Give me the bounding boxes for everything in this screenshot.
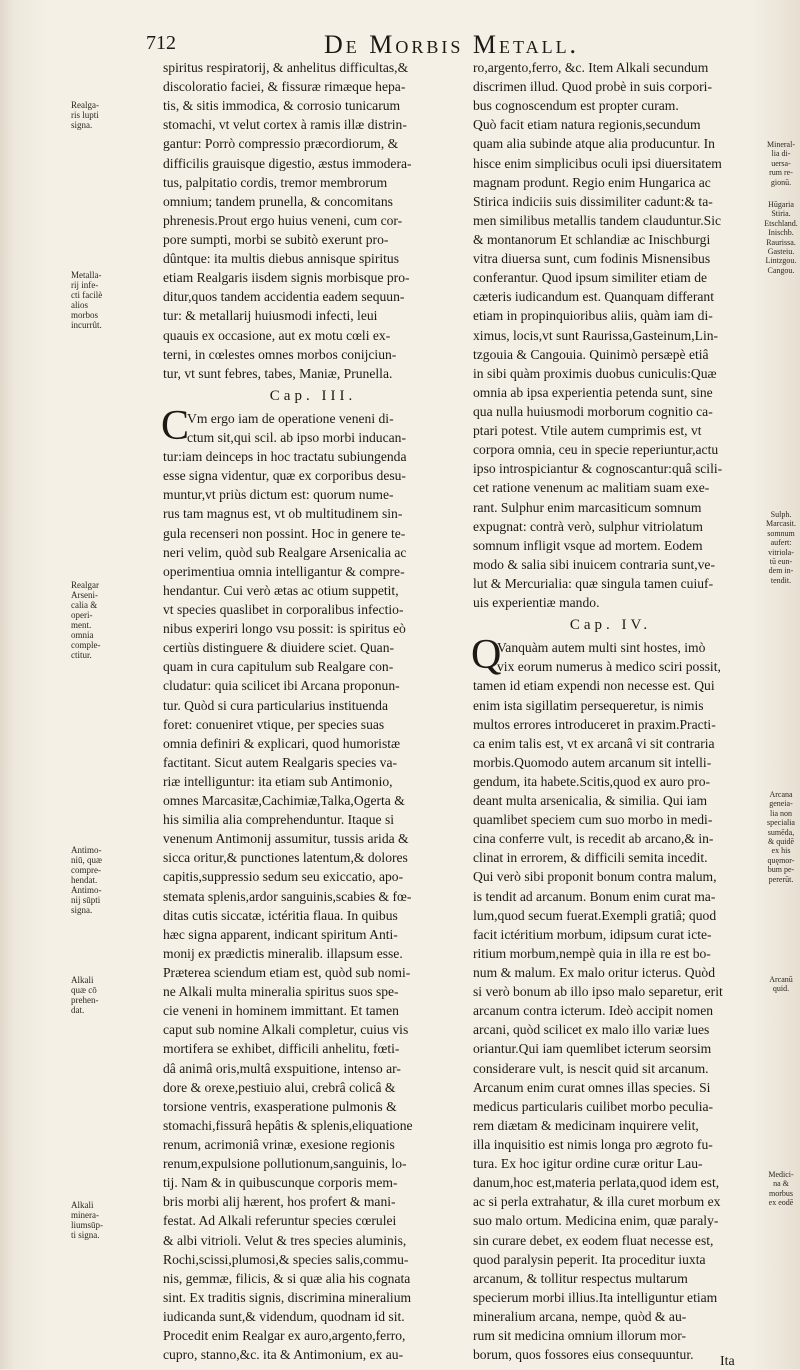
text-line: ritium morbum,nempè quia in illa re est bo- [473,945,711,961]
text-line: renum,expulsione pollutionum,sanguinis, lo- [163,1156,407,1172]
text-line: omnium; tandem prunella, & concomitans [163,193,393,209]
text-line: discrimen illud. Quod probè in suis corpori- [473,79,712,95]
text-line: his similia alia comprehenduntur. Itaque si [163,812,395,828]
text-line: Vanquàm autem multi sint hostes, imò [497,640,706,656]
text-line: festat. Ad Alkali referuntur species cœrulei [163,1213,397,1229]
text-line: cie veneni in hominem immittant. Et tamen [163,1003,399,1019]
text-line: qua nulla huiusmodi morborum cognitio ca- [473,403,713,419]
margin-note-left: Realgar Arseni- calia & operi- ment. omnia comple- ctitur. [71,580,101,660]
text-line: certiùs distinguere & diuidere sciet. Quan- [163,640,395,656]
margin-note-left: Alkali quæ cō prehen- dat. [71,975,99,1015]
text-line: sint. Ex traditis signis, discrimina mineralium [163,1289,412,1305]
text-line: uis experientiæ mando. [473,595,600,611]
text-line: rus tam magnus est, vt ob multitudinem sin- [163,506,403,522]
text-line: Arcanum enim curat omnes illas species. Si [473,1079,711,1095]
text-line: Præterea sciendum etiam est, quòd sub nomi- [163,965,411,981]
text-line: Quò facit etiam natura regionis,secundum [473,117,701,133]
text-line: gantur: Porrò compressio præcordiorum, & [163,136,399,152]
text-line: in sibi quàm proximis duobus cuniculis:Quæ [473,365,717,381]
text-line: stomachi,fissurâ hepâtis & splenis,eliquatione [163,1117,413,1133]
text-line: difficilis grauisque digestio, æstus immodera- [163,155,412,171]
text-line: factitant. Sicut autem Realgaris species va- [163,754,398,770]
text-line: ipso introspiciantur & cognoscantur:quâ scili- [473,461,723,477]
text-line: spiritus respiratorij, & anhelitus difficultas,& [163,60,409,75]
text-line: num & malum. Ex malo oritur icterus. Quòd [473,965,716,981]
text-line: tus, palpitatio cordis, tremor membrorum [163,174,388,190]
text-line: hæc signa apparent, indicant spiritum Anti- [163,926,398,942]
text-line: nis, gemmæ, filicis, & si quæ alia his cognata [163,1270,411,1286]
text-line: danum,hoc est,materia perlata,quod idem est, [473,1175,720,1191]
text-line: suo malo ortum. Medicina enim, quæ paraly- [473,1213,719,1229]
text-line: riæ intelliguntur: ita etiam sub Antimonio, [163,773,393,789]
text-line: tzgouia & Cangouia. Quinimò persæpè etiâ [473,346,709,362]
text-line: sin curare debet, ex eodem fluat necesse est, [473,1232,714,1248]
text-line: medicus particularis cuilibet morbo peculia- [473,1098,714,1114]
text-line: terni, in cœlestes omnes morbos conijciun- [163,346,397,362]
text-line: is tendit ad arcanum. Bonum enim curat ma- [473,888,716,904]
text-line: expugnat: contrà verò, sulphur vitriolatum [473,518,703,534]
drop-capital: C [161,403,190,449]
text-line: dâ animâ oris,multâ exspuitione, intenso ar- [163,1060,401,1076]
text-line: tur, vt sunt febres, tabes, Maniæ, Prunella. [163,365,393,381]
text-line: gendum, ita habete.Scitis,quod ex auro pro- [473,773,711,789]
margin-note-left: Antimo- niū, quæ compre- hendat. Antimo- nij sūpti signa. [71,845,103,915]
right-text-column [473,58,748,1364]
text-line: renum, acrimoniâ vrinæ, exesione regionis [163,1137,395,1153]
text-line: & montanorum Et schlandiæ ac Inischburgi [473,231,711,247]
text-line: multos errores introduceret in praxim.Practi- [473,716,716,732]
text-line: quam in cura capitulum sub Realgare con- [163,659,394,675]
text-line: men similibus metallis tandem clauduntur.Sic [473,212,722,228]
text-line: discoloratio faciei, & fissuræ rimæque hepa- [163,79,406,95]
text-line: caput sub nomine Alkali completur, cuius vis [163,1022,409,1038]
text-line: illa inquisitio est nimis longa pro ægroto fu- [473,1137,713,1153]
gutter-shadow [0,0,14,1369]
text-line: si verò bonum ab illo ipso malo separetur, erit [473,984,723,1000]
text-line: bus cognoscendum est propter curam. [473,98,679,114]
text-line: tur: & metallarij huiusmodi infecti, leui [163,308,378,324]
chapter-heading: Cap. IV. [569,617,652,634]
text-line: oriantur.Qui iam quemlibet icterum seorsim [473,1041,712,1057]
catchword: Ita [720,1354,735,1369]
text-line: cludatur: quia scilicet ibi Arcana proponun- [163,678,400,694]
page-number: 712 [146,32,176,54]
text-line: morbis.Quomodo autem arcanum sit intelli- [473,754,712,770]
text-line: pore sumpti, morbi se subitò exerunt pro- [163,231,389,247]
text-line: quam alia subinde atque alia producuntur. In [473,136,715,152]
text-line: torsione ventris, exasperatione pulmonis & [163,1098,397,1114]
text-line: ditur,quos tandem accidentia eadem sequun- [163,289,405,305]
text-line: mineralium arcana, nempe, quòd & au- [473,1309,687,1324]
left-text-column [163,58,463,1364]
margin-note-left: Alkali minera- liumsūp- ti signa. [71,1200,104,1240]
text-line: Procedit enim Realgar ex auro,argento,ferro, [163,1328,406,1344]
text-line: deant multa arsenicalia, & similia. Qui iam [473,793,708,809]
text-line: considerare vult, is nescit quid sit arcanum. [473,1060,709,1076]
text-line: ctum sit,qui scil. ab ipso morbi inducan- [187,429,406,445]
text-line: gula recenseri non possint. Hoc in genere te- [163,525,406,541]
text-line: sicca oritur,& punctiones latentum,& dolores [163,850,408,866]
text-line: ditas cutis siccatæ, ictéritia flaua. In quibus [163,907,398,923]
text-line: arcanum contra icterum. Ideò accipit nomen [473,1003,714,1019]
margin-note-right: Medici- na & morbus ex eodē [768,1170,794,1208]
text-line: vt species quaslibet in corporalibus infectio- [163,601,404,617]
text-line: esse signa videntur, quæ ex corporibus desu- [163,468,406,484]
text-line: quauis ex occasione, aut ex motu cœli ex- [163,327,391,343]
text-line: quod paralysin peperit. Ita proceditur iuxta [473,1251,706,1267]
text-line: hisce enim simplicibus oculi ipsi diuersitatem [473,155,722,171]
text-line: ro,argento,ferro, &c. Item Alkali secundum [473,60,709,75]
text-line: modo & salia sibi inuicem contraria sunt,ve- [473,556,715,572]
text-line: monij ex prædictis mineralib. illapsum esse. [163,945,403,961]
text-line: Qui verò sibi proponit bonum contra malum, [473,869,717,885]
margin-note-left: Metalla- rij infe- cti facilè alios morbos incurrût. [71,270,103,330]
text-line: rem diætam & medicinam inquirere velit, [473,1117,699,1133]
margin-note-right: Mineral- lia di- uersa- rum re- gionū. [767,140,795,187]
text-line: tij. Nam & in quibuscunque corporis mem- [163,1175,398,1191]
chapter-heading: Cap. III. [269,387,357,404]
text-line: Vm ergo iam de operatione veneni di- [187,410,394,426]
text-line: capitis,suppressio sedum seu exiccatio, apo- [163,869,404,885]
text-line: quamlibet speciem cum suo morbo in medi- [473,812,713,828]
margin-note-right: Sulph. Marcasit. somnum aufert: vitriola- tū eun- dem in- tendit. [766,510,796,585]
text-line: corpora omnia, ceu in specie reperiuntur,actu [473,442,719,458]
text-line: etiam in propinquioribus aliis, quàm iam di- [473,308,713,324]
text-line: bris morbi alij hærent, hos profert & mani- [163,1194,396,1210]
text-line: cæteris iudicandum est. Quanquam differant [473,289,714,305]
text-line: enim ista sigillatim persequeretur, is nimis [473,697,704,713]
margin-note-right: Hūgaria Stiria. Etschland. Inischb. Raurissa. Gasteiu. Lintzgou. Cangou. [764,200,798,275]
text-line: & albi vitrioli. Velut & tres species aluminis, [163,1232,407,1248]
text-line: omnia definiri & explicari, quod humoristæ [163,735,401,751]
text-line: lut & Mercurialia: quæ singula tamen cuiuf- [473,575,714,591]
text-line: tamen id etiam expendi non necesse est. Qui [473,678,715,694]
drop-capital: Q [471,632,502,678]
text-line: hendantur. Cui verò ætas ac otium suppetit, [163,582,399,598]
text-line: operimentiua omnia intelligantur & compre- [163,563,405,579]
text-line: stemata splenis,ardor sanguinis,scabies & fœ- [163,888,412,904]
text-line: neri velim, quòd sub Realgare Arsenicalia ac [163,544,407,560]
text-line: ne Alkali multa mineralia spiritus suos spe- [163,984,399,1000]
text-line: ac si perla extrahatur, & illa curet morbum ex [473,1194,721,1210]
text-line: cina conferre vult, is recedit ab arcano,& in- [473,831,714,847]
text-line: phrenesis.Prout ergo huius veneni, cum cor- [163,212,403,228]
margin-note-right: Arcana geneia- lia non specialia sumēda, & quidē ex his quęmor- bum pe- pererūt. [767,790,795,884]
text-line: vix eorum numerus à medico sciri possit, [497,659,721,675]
text-line: somnum infligit vsque ad mortem. Eodem [473,537,703,553]
text-line: dore & orexe,pestiuio alui, crebrâ colicâ & [163,1079,396,1095]
text-line: arcanum, & tollitur respectus multarum [473,1270,688,1286]
text-line: tur:iam deinceps in hoc tractatu subiungenda [163,449,407,465]
text-line: omnia ab ipsa experientia petenda sunt, sine [473,384,713,400]
text-line: mortifera se exhibet, difficili anhelitu, fœti- [163,1041,400,1057]
text-line: tura. Ex hoc igitur ordine curæ oritur Lau- [473,1156,703,1172]
text-line: lum,quod secum fuerat.Exempli gratiâ; quod [473,907,717,923]
text-line: specierum morbi illius.Ita intelliguntur etiam [473,1289,718,1305]
text-line: iudicanda sunt,& videndum, quodnam id sit. [163,1309,405,1324]
text-line: rum sit medicina omnium illorum mor- [473,1328,687,1344]
text-line: cupro, stanno,&c. ita & Antimonium, ex au- [163,1347,404,1363]
running-title: De Morbis Metall. [324,30,580,59]
text-line: borum, quos fossores eius consequuntur. [473,1347,694,1363]
text-line: magnam produnt. Regio enim Hungarica ac [473,174,711,190]
text-line: venenum Antimonij assumitur, tussis arida & [163,831,409,847]
text-line: clinat in errorem, & difficili semita incedit. [473,850,708,866]
text-line: ptari potest. Vtile autem cumprimis est, vt [473,423,702,439]
text-line: facit ictéritium morbum, idipsum curat icte- [473,926,712,942]
text-line: arcani, quòd scilicet ex malo illo variæ lues [473,1022,710,1038]
text-line: nibus experiri longo vsu possit: is spiritus eò [163,621,406,637]
text-line: vitra diuersa sunt, cum fodinis Misnensibus [473,251,711,267]
text-line: etiam Realgaris iisdem signis morbisque pro- [163,270,410,286]
text-line: foret: conueniret vtique, per species suas [163,716,385,732]
text-line: tis, & sitis immodica, & corrosio tunicarum [163,98,401,114]
text-line: dûntque: ita multis diebus annisque spiritus [163,251,399,267]
text-line: ximus, locis,vt sunt Raurissa,Gasteinum,Lin- [473,327,719,343]
text-line: ca enim talis est, vt ex arcanâ vi sit contraria [473,735,715,751]
text-line: rant. Sulphur enim marcasiticum somnum [473,499,702,515]
text-line: Stirica indiciis suis dissimiliter cadunt:& ta- [473,193,713,209]
text-line: omnes Marcasitæ,Cachimiæ,Talka,Ogerta & [163,793,405,809]
text-line: cet ratione venenum ac malitiam suam exe- [473,480,710,496]
text-line: conferantur. Quod ipsum similiter etiam de [473,270,708,286]
margin-note-left: Realga- ris lupti signa. [71,100,99,130]
text-line: stomachi, vt velut cortex à ramis illæ distrin- [163,117,407,133]
text-line: muntur,vt priùs dictum est: quorum nume- [163,487,394,503]
text-line: tur. Quòd si cura particularius instituenda [163,697,389,713]
margin-note-right: Arcanū quid. [769,975,793,994]
text-line: Rochi,scissi,plumosi,& species salis,commu- [163,1251,409,1267]
